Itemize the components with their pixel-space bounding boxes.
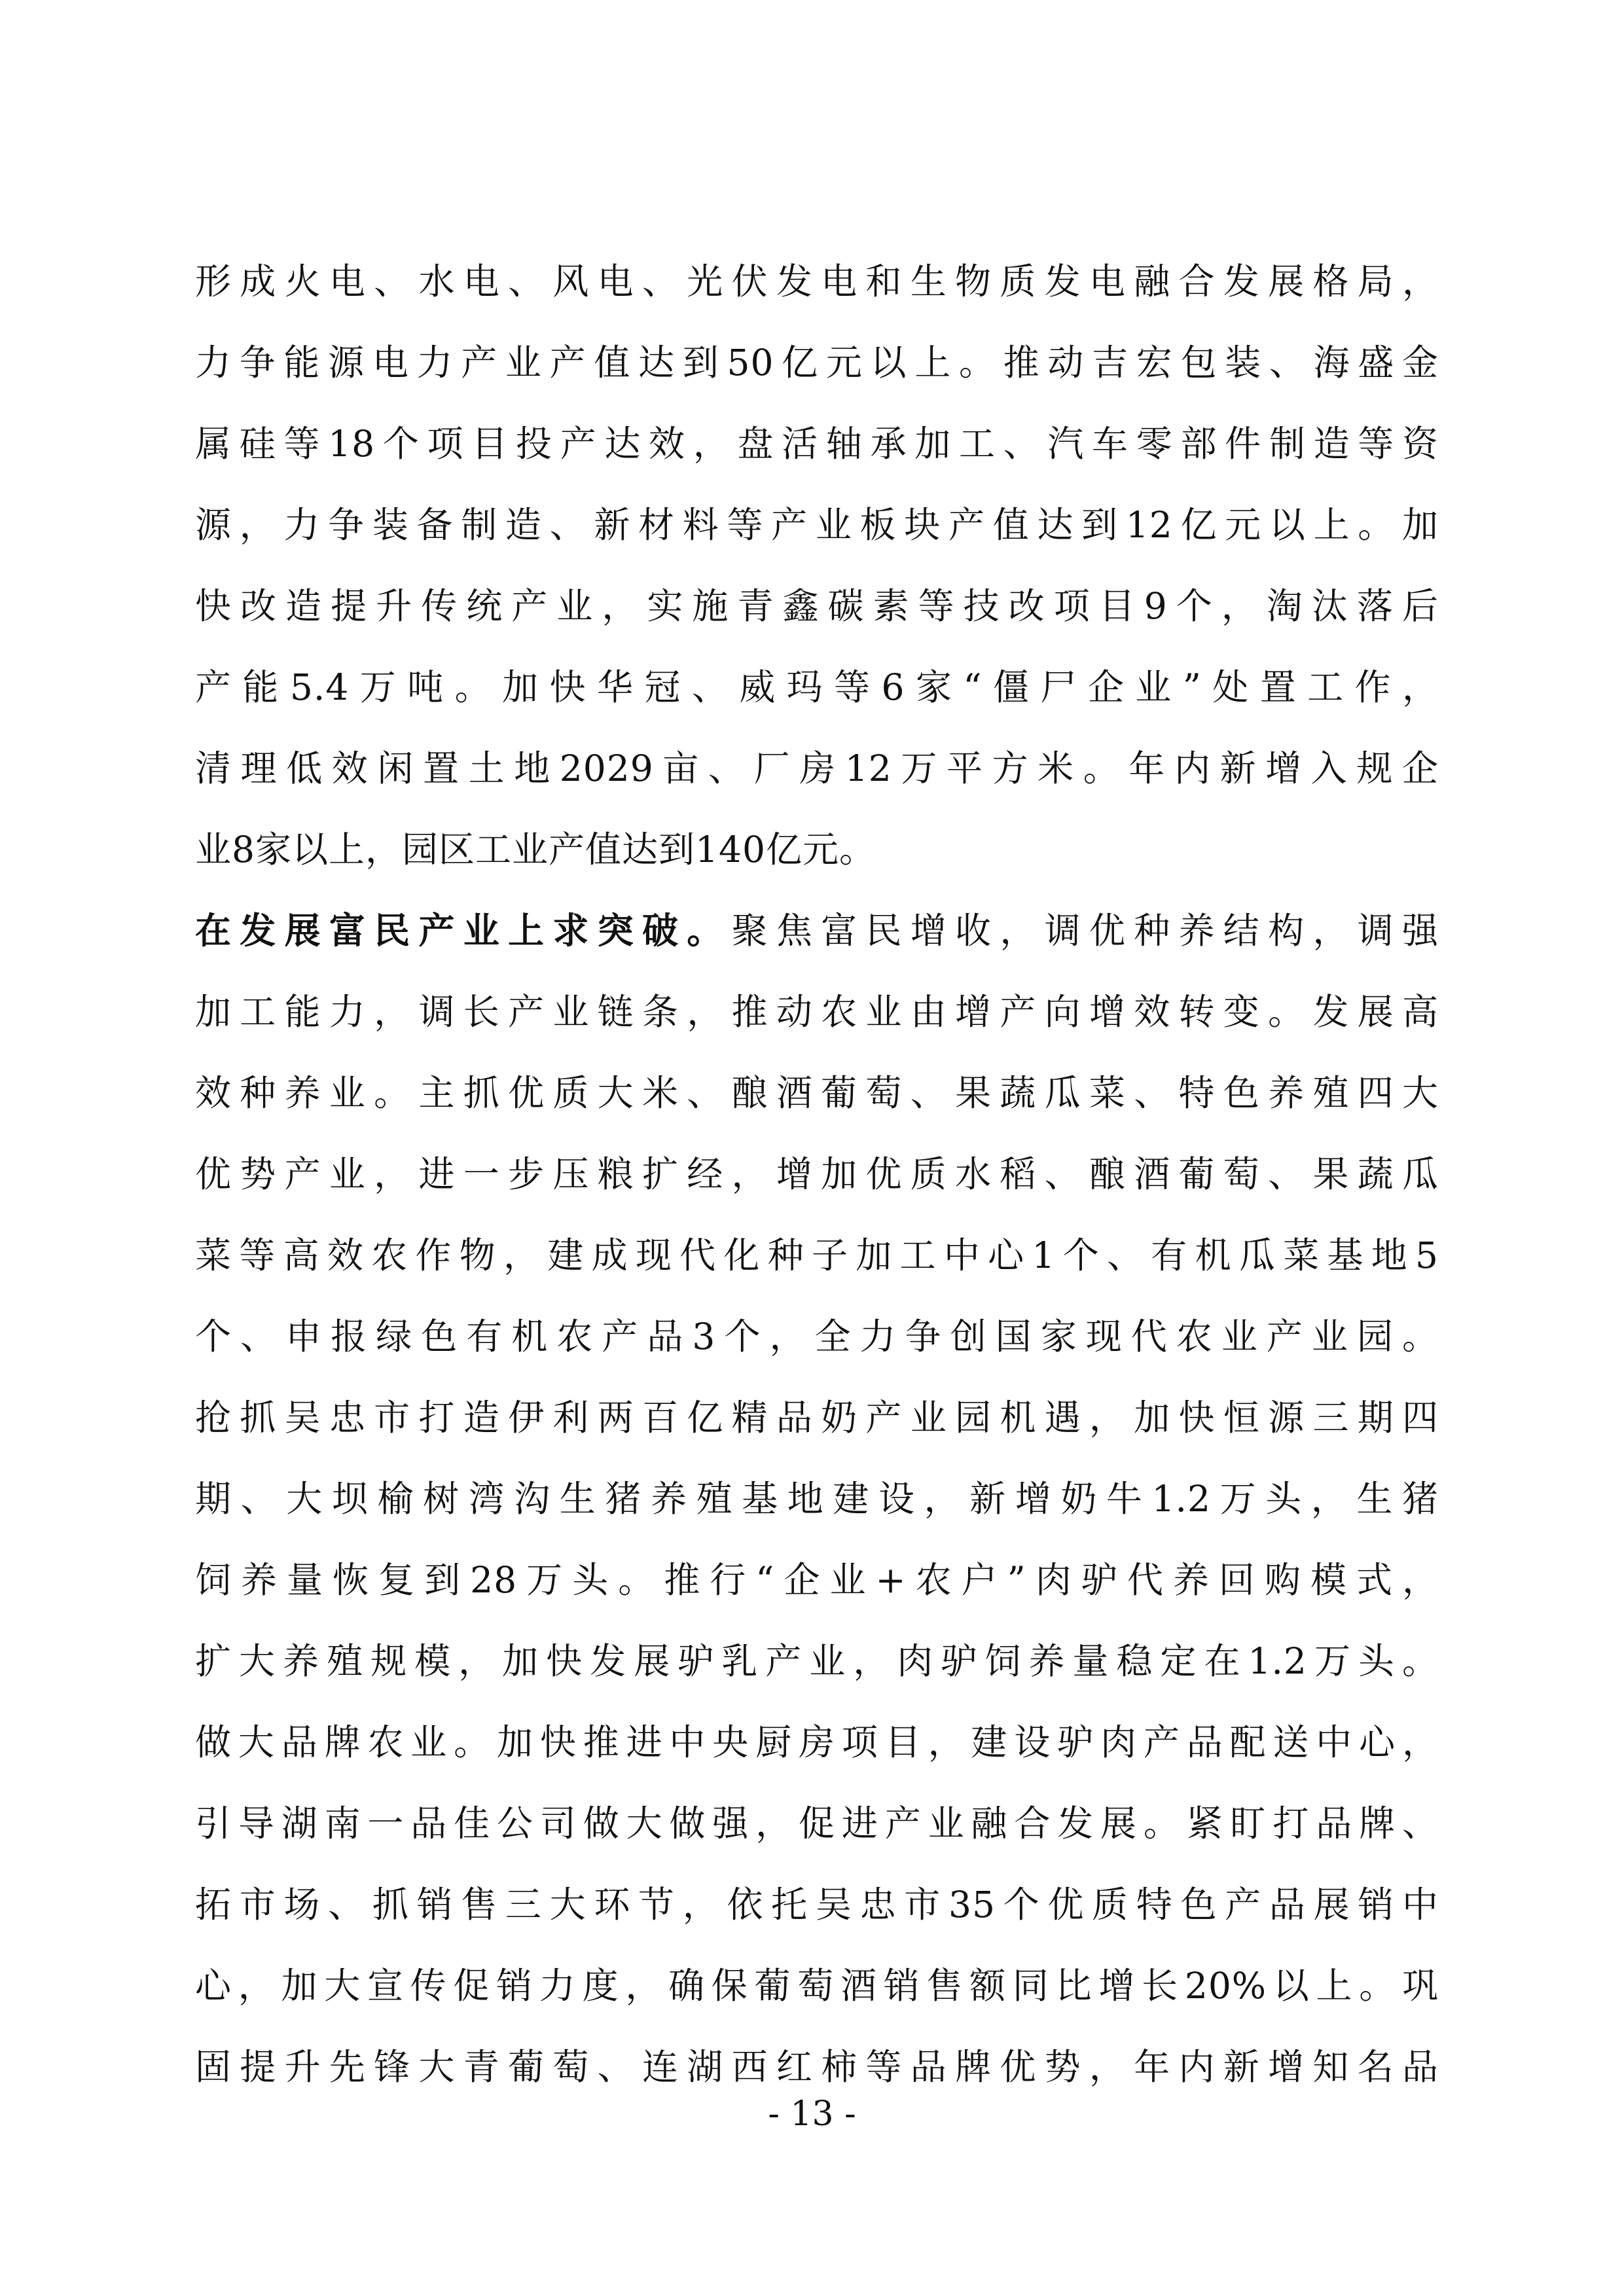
text-line: 力争能源电力产业产值达到50亿元以上。推动吉宏包装、海盛金	[195, 342, 1439, 384]
text-line: 做大品牌农业。加快推进中央厨房项目，建设驴肉产品配送中心，	[195, 1721, 1439, 1763]
text-line: 产能5.4万吨。加快华冠、威玛等6家“僵尸企业”处置工作，	[195, 666, 1439, 708]
text-line: 心，加大宣传促销力度，确保葡萄酒销售额同比增长20%以上。巩	[195, 1965, 1439, 2007]
text-line: 拓市场、抓销售三大环节，依托吴忠市35个优质特色产品展销中	[195, 1884, 1439, 1926]
page-number: - 13 -	[768, 2094, 856, 2134]
text-line: 抢抓吴忠市打造伊利两百亿精品奶产业园机遇，加快恒源三期四	[195, 1397, 1439, 1439]
text-line: 清理低效闲置土地2029亩、厂房12万平方米。年内新增入规企	[195, 747, 1439, 789]
text-line: 固提升先锋大青葡萄、连湖西红柿等品牌优势，年内新增知名品	[195, 2046, 1439, 2088]
text-line: 优势产业，进一步压粮扩经，增加优质水稻、酿酒葡萄、果蔬瓜	[195, 1153, 1439, 1195]
text-line: 形成火电、水电、风电、光伏发电和生物质发电融合发展格局，	[195, 260, 1439, 302]
text-line: 业8家以上，园区工业产值达到140亿元。	[195, 829, 876, 870]
text-line: 饲养量恢复到28万头。推行“企业+农户”肉驴代养回购模式，	[195, 1559, 1439, 1601]
text-line: 个、申报绿色有机农产品3个，全力争创国家现代农业产业园。	[195, 1316, 1439, 1357]
text-line: 期、大坝榆树湾沟生猪养殖基地建设，新增奶牛1.2万头，生猪	[195, 1478, 1439, 1520]
text-line: 加工能力，调长产业链条，推动农业由增产向增效转变。发展高	[195, 991, 1439, 1033]
section-line-text: 聚焦富民增收，调优种养结构，调强	[731, 910, 1439, 952]
text-line: 引导湖南一品佳公司做大做强，促进产业融合发展。紧盯打品牌、	[195, 1803, 1439, 1844]
text-line: 效种养业。主抓优质大米、酿酒葡萄、果蔬瓜菜、特色养殖四大	[195, 1072, 1439, 1114]
text-line: 菜等高效农作物，建成现代化种子加工中心1个、有机瓜菜基地5	[195, 1234, 1439, 1276]
body-text	[195, 241, 1439, 2108]
text-line: 源，力争装备制造、新材料等产业板块产值达到12亿元以上。加	[195, 504, 1439, 546]
text-line: 扩大养殖规模，加快发展驴乳产业，肉驴饲养量稳定在1.2万头。	[195, 1640, 1439, 1682]
section-heading: 在发展富民产业上求突破。	[195, 910, 732, 952]
section-first-line	[195, 890, 1439, 971]
text-line: 属硅等18个项目投产达效，盘活轴承加工、汽车零部件制造等资	[195, 423, 1439, 465]
text-line: 快改造提升传统产业，实施青鑫碳素等技改项目9个，淘汰落后	[195, 585, 1439, 627]
